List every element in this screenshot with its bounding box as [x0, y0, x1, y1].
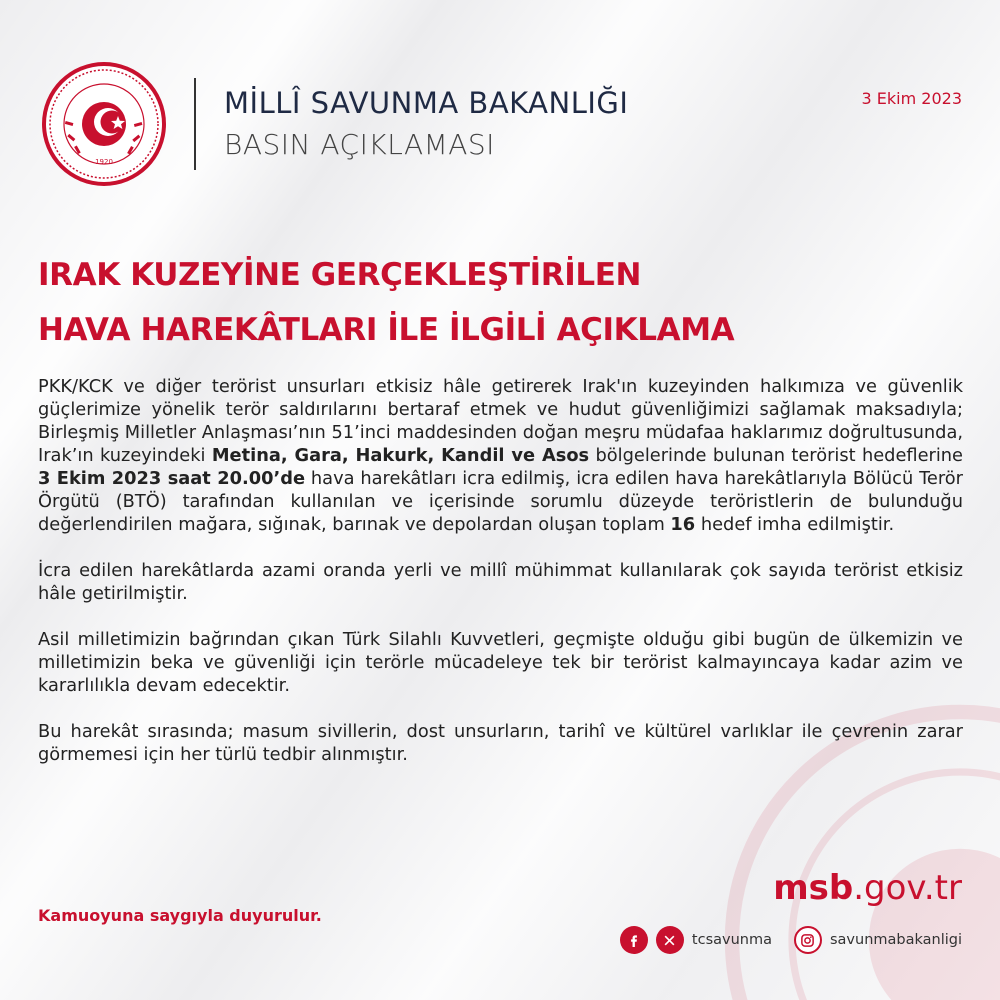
website-domain-rest: .gov.tr	[853, 868, 962, 908]
header-divider	[194, 78, 196, 170]
paragraph-1-text-g: hedef imha edilmiştir.	[695, 514, 895, 535]
ministry-seal-icon	[40, 60, 168, 188]
paragraph-1-text-a: PKK/KCK ve diğer terörist unsurları etkisiz hâle getirerek Irak'ın kuzeyinden halkımıza ve güvenlik güçlerimize yönelik terör saldırılarını bertaraf etmek ve hudut güvenliğimizi sağlamak maksadıyla; Birleşmiş Milletler Anlaşması’nın 51’inci maddesinden doğan meşru müdafaa haklarımız doğrultusunda, Irak’ın kuzeyindeki	[38, 376, 963, 466]
paragraph-1-datetime: 3 Ekim 2023 saat 20.00’de	[38, 468, 306, 489]
document-type: BASIN AÇIKLAMASI	[224, 128, 495, 161]
instagram-icon[interactable]	[794, 926, 822, 954]
website-domain-bold: msb	[773, 868, 854, 908]
paragraph-1-regions: Metina, Gara, Hakurk, Kandil ve Asos	[211, 445, 590, 466]
facebook-icon[interactable]	[620, 926, 648, 954]
svg-text:1920: 1920	[95, 158, 113, 166]
social-links	[620, 926, 962, 954]
paragraph-1-target-count: 16	[670, 514, 696, 535]
instagram-handle[interactable]: savunmabakanligi	[829, 932, 962, 948]
release-date: 3 Ekim 2023	[861, 89, 962, 108]
paragraph-1-text-c: bölgelerinde bulunan terörist hedeflerine	[589, 445, 963, 466]
website-link[interactable]	[773, 868, 962, 908]
paragraph-2: İcra edilen harekâtlarda azami oranda yerli ve millî mühimmat kullanılarak çok sayıda terörist etkisiz hâle getirilmiştir.	[38, 560, 963, 604]
paragraph-3: Asil milletimizin bağrından çıkan Türk Silahlı Kuvvetleri, geçmişte olduğu gibi bugün de ülkemizin ve milletimizin beka ve güvenliği için terörle mücadeleye tek bir terörist kalmayıncaya kadar azim ve kararlılıkla devam edecektir.	[38, 629, 963, 696]
headline-line-2: HAVA HAREKÂTLARI İLE İLGİLİ AÇIKLAMA	[38, 312, 735, 348]
closing-line: Kamuoyuna saygıyla duyurulur.	[38, 906, 322, 925]
headline-line-1: IRAK KUZEYİNE GERÇEKLEŞTİRİLEN	[38, 257, 642, 293]
paragraph-4: Bu harekât sırasında; masum sivillerin, dost unsurların, tarihî ve kültürel varlıklar ile çevrenin zarar görmemesi için her türlü tedbir alınmıştır.	[38, 721, 963, 765]
twitter-handle[interactable]: tcsavunma	[691, 932, 772, 948]
x-icon[interactable]	[656, 926, 684, 954]
statement-body	[38, 375, 963, 789]
organization-name: MİLLÎ SAVUNMA BAKANLIĞI	[224, 86, 629, 120]
paragraph-1-text-e: hava harekâtları icra edilmiş, icra edilen hava harekâtlarıyla Bölücü Terör Örgütü (BTÖ) tarafından kullanılan ve içerisinde sorumlu düzeyde teröristlerin de bulunduğu değerlendirilen mağara, sığınak, barınak ve depolardan oluşan toplam	[38, 468, 963, 535]
headline	[38, 248, 938, 358]
paragraph-1	[38, 375, 963, 536]
